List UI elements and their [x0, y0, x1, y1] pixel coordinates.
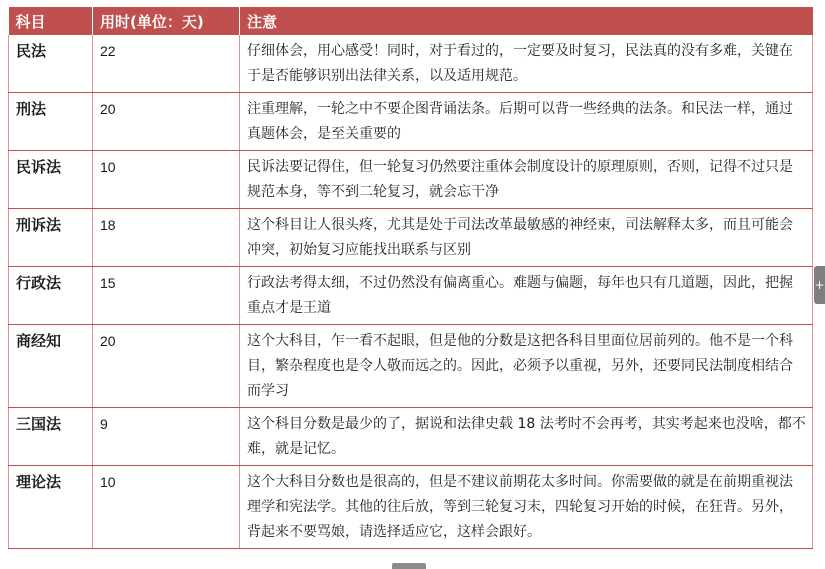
- header-row: [9, 7, 813, 35]
- subject-cell: 商经知: [9, 325, 93, 408]
- study-schedule-table: [8, 7, 813, 549]
- note-cell: 这个科目分数是最少的了，据说和法律史载 18 法考时不会再考，其实考起来也没啥，都不难，就是记忆。: [240, 408, 813, 466]
- note-cell: 民诉法要记得住，但一轮复习仍然要注重体会制度设计的原理原则，否则，记得不过只是规范本身，等不到二轮复习，就会忘干净: [240, 151, 813, 209]
- days-cell: 15: [93, 267, 240, 325]
- header-note: 注意: [240, 7, 813, 35]
- table-row: [9, 93, 813, 151]
- subject-cell: 刑诉法: [9, 209, 93, 267]
- subject-cell: 行政法: [9, 267, 93, 325]
- days-cell: 22: [93, 35, 240, 93]
- header-subject: 科目: [9, 7, 93, 35]
- resize-handle-icon[interactable]: [392, 563, 426, 569]
- note-cell: 仔细体会，用心感受！同时，对于看过的，一定要及时复习，民法真的没有多难，关键在于是否能够识别出法律关系，以及适用规范。: [240, 35, 813, 93]
- subject-cell: 三国法: [9, 408, 93, 466]
- table-row: [9, 209, 813, 267]
- note-cell: 行政法考得太细，不过仍然没有偏离重心。难题与偏题，每年也只有几道题，因此，把握重点才是王道: [240, 267, 813, 325]
- table-row: [9, 408, 813, 466]
- note-cell: 这个大科目，乍一看不起眼，但是他的分数是这把各科目里面位居前列的。他不是一个科目，繁杂程度也是令人敬而远之的。因此，必须予以重视，另外，还要同民法制度相结合而学习: [240, 325, 813, 408]
- note-cell: 这个科目让人很头疼，尤其是处于司法改革最敏感的神经束，司法解释太多，而且可能会冲突，初始复习应能找出联系与区别: [240, 209, 813, 267]
- days-cell: 18: [93, 209, 240, 267]
- plus-icon[interactable]: +: [814, 266, 825, 304]
- days-cell: 10: [93, 151, 240, 209]
- days-cell: 10: [93, 466, 240, 549]
- table-header: [9, 7, 813, 35]
- table-row: [9, 151, 813, 209]
- subject-cell: 刑法: [9, 93, 93, 151]
- days-cell: 20: [93, 325, 240, 408]
- subject-cell: 理论法: [9, 466, 93, 549]
- table-row: [9, 267, 813, 325]
- table-body: [9, 35, 813, 549]
- subject-cell: 民法: [9, 35, 93, 93]
- subject-cell: 民诉法: [9, 151, 93, 209]
- days-cell: 9: [93, 408, 240, 466]
- table-row: [9, 466, 813, 549]
- days-cell: 20: [93, 93, 240, 151]
- table-row: [9, 35, 813, 93]
- header-days: 用时(单位：天): [93, 7, 240, 35]
- table-row: [9, 325, 813, 408]
- note-cell: 这个大科目分数也是很高的，但是不建议前期花太多时间。你需要做的就是在前期重视法理学和宪法学。其他的往后放，等到三轮复习末，四轮复习开始的时候，在狂背。另外，背起来不要骂娘，请选择适应它，这样会跟好。: [240, 466, 813, 549]
- note-cell: 注重理解，一轮之中不要企图背诵法条。后期可以背一些经典的法条。和民法一样，通过真题体会，是至关重要的: [240, 93, 813, 151]
